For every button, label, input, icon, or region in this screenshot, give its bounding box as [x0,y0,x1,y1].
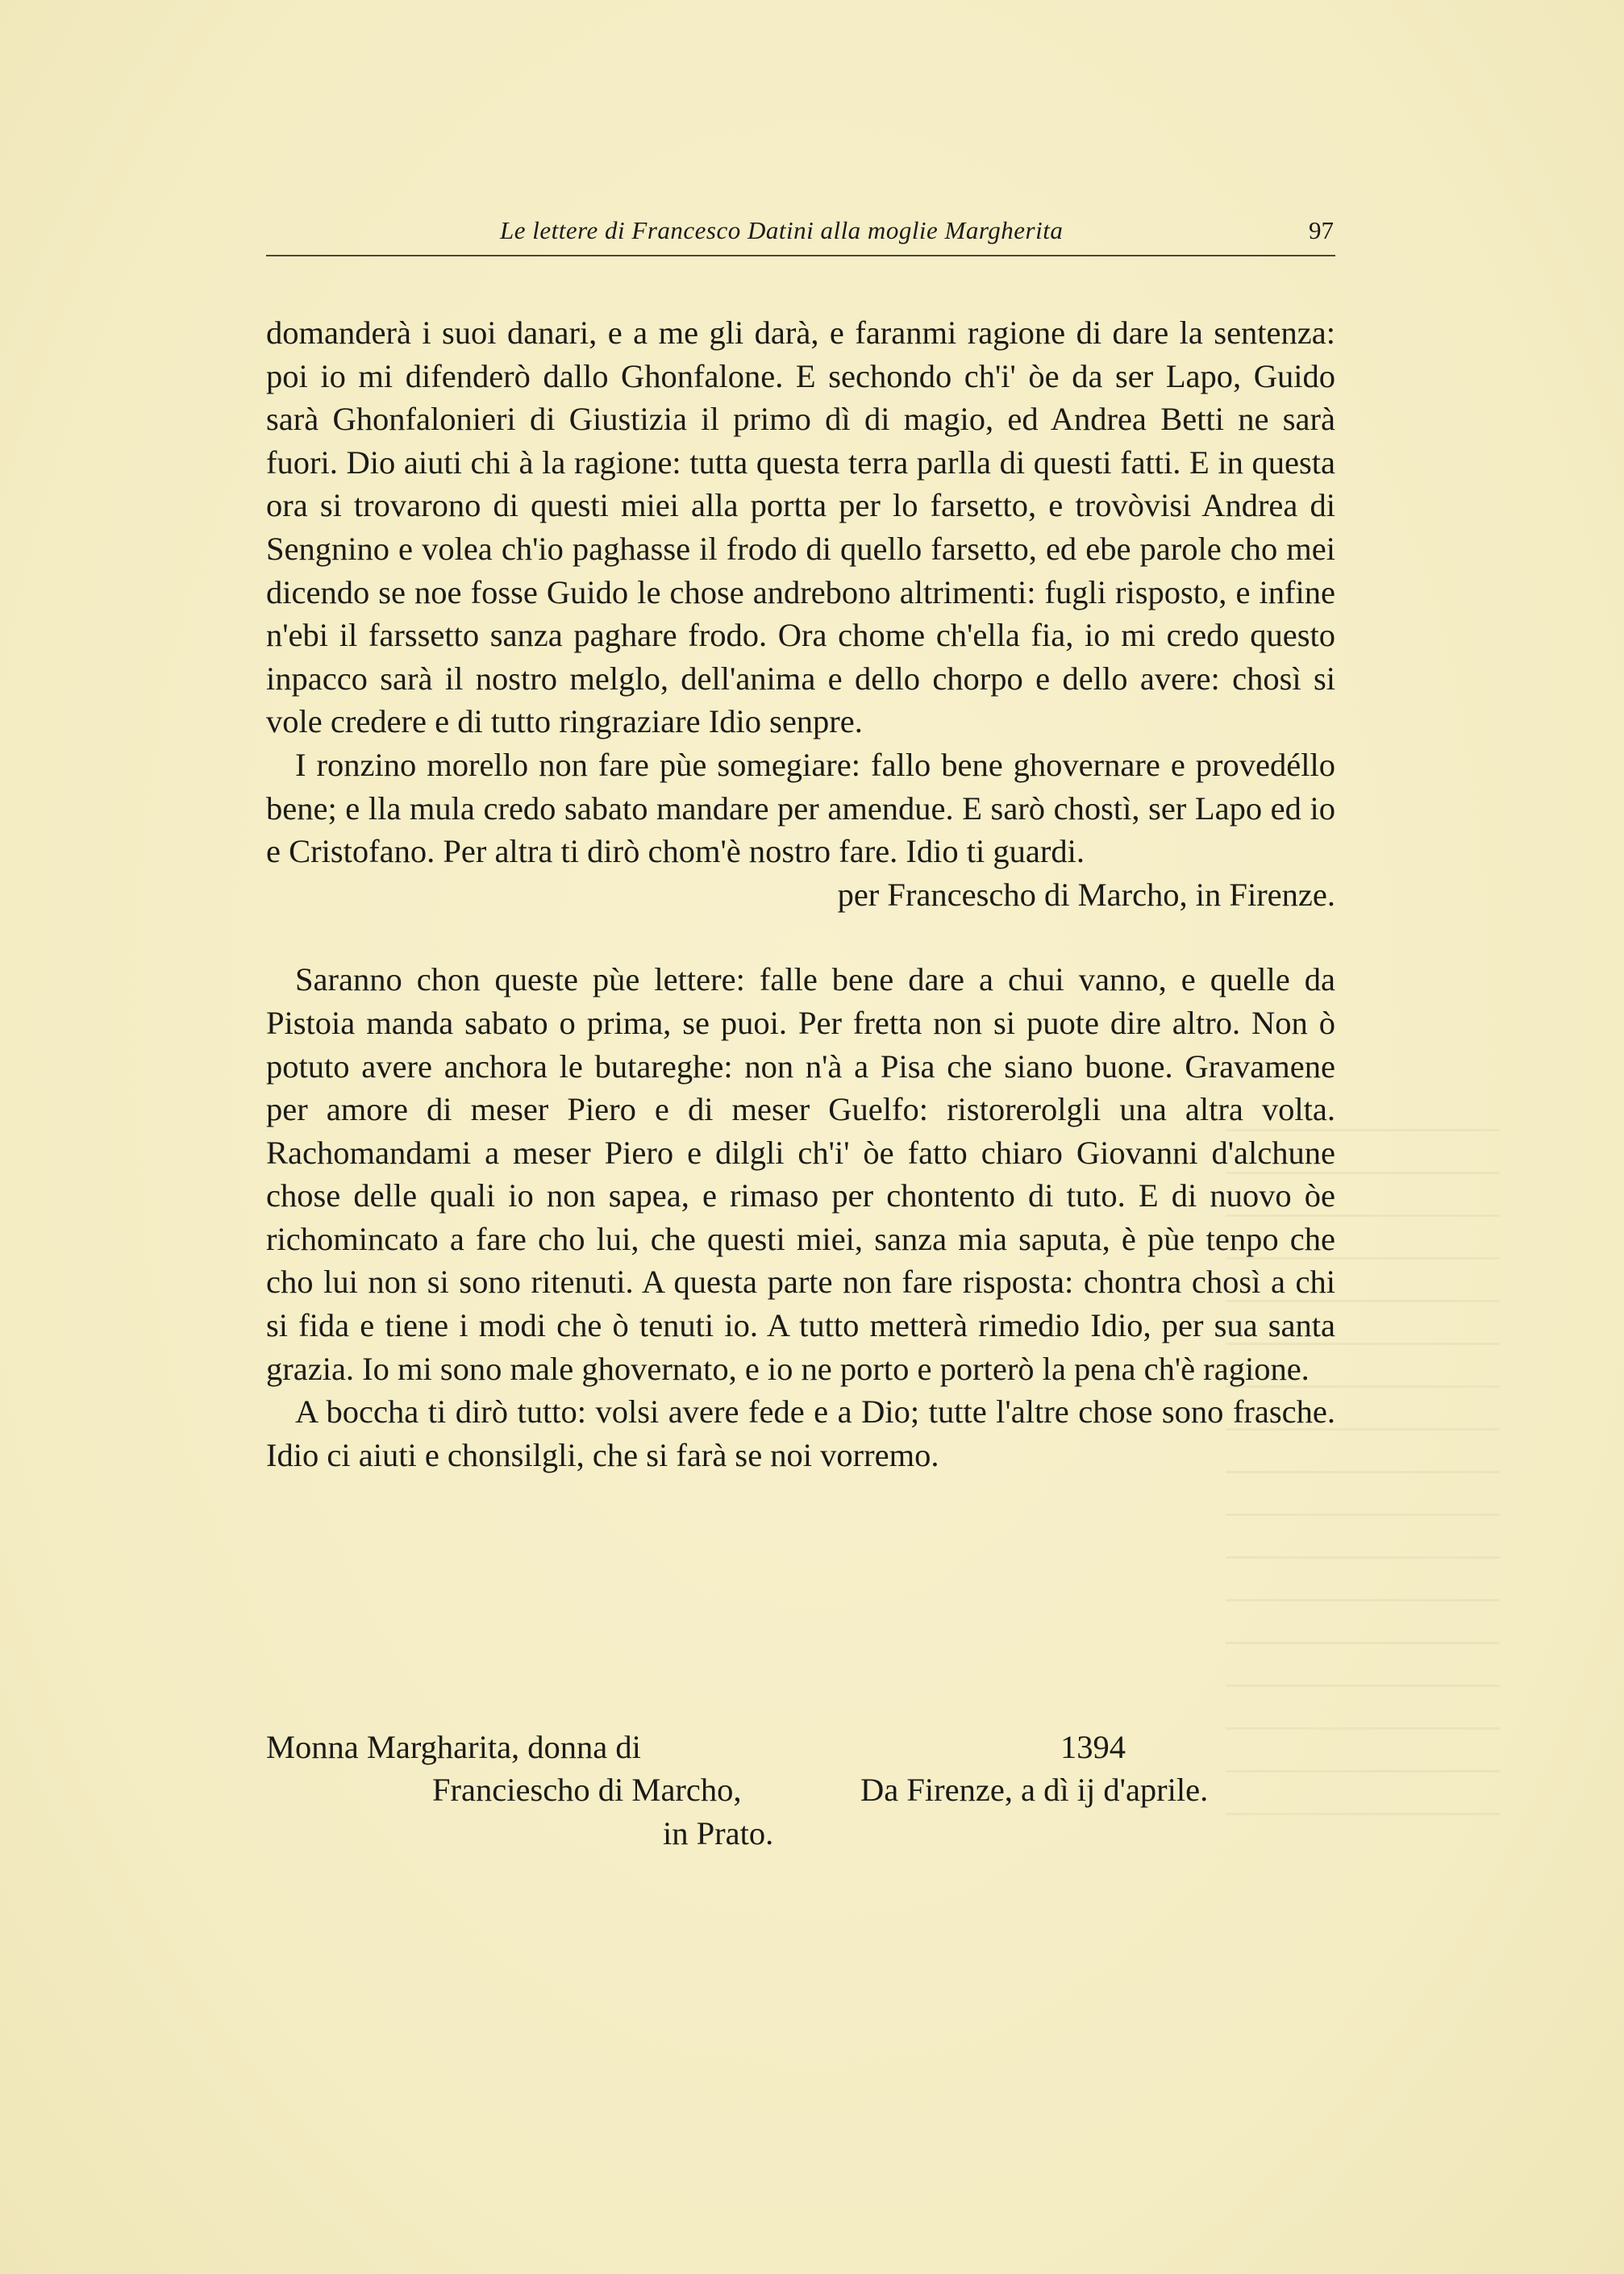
address-block [266,1726,1335,1863]
postscript-paragraph: A boccha ti dirò tutto: volsi avere fede e a Dio; tutte l'altre chose sono frasche. Idio ci aiuti e chonsilgli, che si farà se noi vorremo. [266,1393,1335,1473]
paragraph: I ronzino morello non fare pùe somegiare: fallo bene ghovernare e provedéllo bene; e lla mula credo sabato mandare per amendue. E sarò chostì, ser Lapo ed io e Cristofano. Per altra ti dirò chom'è nostro fare. Idio ti guardi. [266,746,1335,870]
address-line: Monna Margharita, donna di [266,1729,641,1765]
address-line: in Prato. [663,1815,774,1851]
paragraph: domanderà i suoi danari, e a me gli darà, e faranmi ragione di dare la sentenza: poi io mi difenderò dallo Ghonfalone. E sechondo ch'i' òe da ser Lapo, Guido sarà Ghonfalonieri di Giustizia il primo dì di magio, ed Andrea Betti ne sarà fuori. Dio aiuti chi à la ragione: tutta questa terra parlla di questi fatti. E in questa ora si trovarono di questi miei alla portta per lo farsetto, e trovòvisi Andrea di Sengnino e volea ch'io paghasse il frodo di quello farsetto, ed ebe parole cho mei dicendo se noe fosse Guido le chose andrebono altrimenti: fugli risposto, e infine n'ebi il farssetto sanza paghare frodo. Ora chome ch'ella fia, io mi credo questo inpacco sarà il nostro melglo, dell'anima e dello chorpo e dello avere: chosì si vole credere e di tutto ringraziare Idio senpre. [266,314,1335,740]
postscript-paragraph: Saranno chon queste pùe lettere: falle bene dare a chui vanno, e quelle da Pistoia manda sabato o prima, se puoi. Per fretta non si puote dire altro. Non ò potuto avere anchora le butareghe: non n'à a Pisa che siano buone. Gravamene per amore di meser Piero e di meser Guelfo: ristorerolgli una altra volta. Rachomandami a meser Piero e dilgli ch'i' òe fatto chiaro Giovanni d'alchune chose delle quali io non sapea, e rimaso per chontento di tuto. E di nuovo òe richomincato a fare cho lui, che questi miei, sanza mia saputa, è pùe tenpo che cho lui non si sono ritenuti. A questa parte non fare risposta: chontra chosì a chi si fida e tiene i modi che ò tenuti io. A tutto metterà rimedio Idio, per sua santa grazia. Io mi sono male ghovernato, e io ne porto e porterò la pena ch'è ragione. [266,961,1335,1387]
date-year: 1394 [1060,1729,1126,1765]
running-head [266,211,1335,256]
address-line: Franciescho di Marcho, [432,1772,742,1808]
section-gap [266,916,1335,958]
signature: per Francescho di Marcho, in Firenze. [837,876,1335,913]
letter-body [266,311,1335,1476]
date-place: Da Firenze, a dì ij d'aprile. [860,1772,1209,1808]
running-title: Le lettere di Francesco Datini alla moglie Margherita [500,216,1064,244]
page-number: 97 [1309,216,1334,244]
